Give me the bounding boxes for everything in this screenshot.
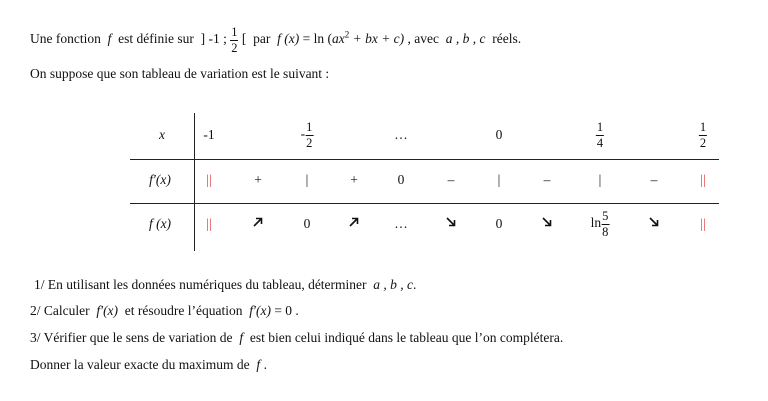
question-2	[30, 303, 299, 319]
text: réels.	[492, 31, 522, 47]
table-header-separator	[194, 113, 195, 251]
fraction	[699, 121, 707, 149]
f-value-zero: 0	[303, 216, 311, 231]
derivative: f′(x)	[96, 303, 119, 318]
arrow-up-right-icon	[348, 216, 360, 232]
f-value-ln-five-eighths	[591, 210, 610, 238]
f-dots: …	[394, 216, 408, 231]
x-zero: 0	[495, 127, 503, 142]
denominator: 2	[306, 135, 313, 150]
function-symbol: f	[239, 330, 244, 345]
question-1	[34, 277, 416, 293]
text: , avec	[407, 31, 440, 47]
fp-separator: |	[497, 172, 501, 187]
fp-bar-right: ||	[700, 172, 706, 187]
fraction	[305, 121, 313, 149]
derivative: f′(x)	[249, 303, 271, 318]
text: .	[413, 277, 417, 292]
denominator: 8	[602, 224, 609, 239]
text: .	[263, 357, 267, 372]
question-4	[30, 357, 267, 373]
numerator: 1	[596, 120, 604, 134]
text: Une fonction	[30, 31, 101, 47]
x-one-quarter	[596, 121, 604, 149]
x-one-half	[699, 121, 707, 149]
fp-separator: |	[305, 172, 309, 187]
minus-sign: -	[300, 126, 306, 142]
arrow-down-right-icon	[648, 216, 660, 232]
numerator: 1	[231, 25, 238, 39]
header-fprime: f′(x)	[149, 172, 171, 187]
fp-zero: 0	[397, 172, 405, 187]
statement-line-2: On suppose que son tableau de variation est le suivant :	[30, 66, 330, 81]
fraction	[596, 121, 604, 149]
parameters: a , b , c	[373, 277, 414, 292]
text: = ln (	[302, 31, 332, 47]
term-bx-c: + bx + c)	[352, 31, 405, 47]
numerator: 1	[306, 120, 313, 134]
numerator: 5	[602, 209, 609, 223]
text: 2/ Calculer	[30, 303, 90, 318]
table-rule-1	[130, 159, 719, 160]
fp-sign: –	[447, 172, 455, 187]
interval-end: [	[241, 31, 247, 47]
text: par	[253, 31, 271, 47]
text: Donner la valeur exacte du maximum de	[30, 357, 250, 372]
text: est bien celui indiqué dans le tableau que l’on complétera.	[249, 330, 564, 345]
denominator: 2	[699, 135, 707, 150]
function-expression: f (x)	[277, 31, 300, 47]
fraction-one-half	[230, 26, 238, 54]
text: et résoudre l’équation	[124, 303, 243, 318]
x-minus-one: -1	[203, 127, 215, 142]
parameters: a , b , c	[445, 31, 486, 47]
fp-sign: +	[254, 172, 262, 187]
text: 3/ Vérifier que le sens de variation de	[30, 330, 233, 345]
fp-bar-left: ||	[206, 172, 212, 187]
text: 1/ En utilisant les données numériques du tableau, déterminer	[34, 277, 367, 292]
arrow-down-right-icon	[445, 216, 457, 232]
function-symbol: f	[107, 31, 112, 47]
denominator: 4	[596, 135, 604, 150]
f-value-zero: 0	[495, 216, 503, 231]
f-bar-left: ||	[206, 216, 212, 231]
ln: ln	[590, 215, 602, 231]
function-symbol: f	[256, 357, 261, 372]
x-dots: …	[394, 127, 408, 142]
table-rule-2	[130, 203, 719, 204]
fp-sign: +	[350, 172, 358, 187]
fp-separator: |	[598, 172, 602, 187]
fp-sign: –	[543, 172, 551, 187]
arrow-up-right-icon	[252, 216, 264, 232]
f-bar-right: ||	[700, 216, 706, 231]
statement-line-1	[30, 26, 521, 54]
header-x: x	[159, 127, 165, 142]
fp-sign: –	[650, 172, 658, 187]
x-minus-half	[301, 121, 314, 149]
denominator: 2	[231, 40, 238, 55]
term-ax: ax	[331, 31, 345, 47]
header-f: f (x)	[148, 216, 172, 231]
text: = 0 .	[274, 303, 299, 318]
numerator: 1	[699, 120, 707, 134]
question-3	[30, 330, 563, 346]
interval-start: ] -1 ;	[200, 31, 227, 47]
arrow-down-right-icon	[541, 216, 553, 232]
exponent: 2	[344, 29, 350, 40]
fraction	[601, 210, 609, 238]
text: est définie sur	[118, 31, 194, 47]
